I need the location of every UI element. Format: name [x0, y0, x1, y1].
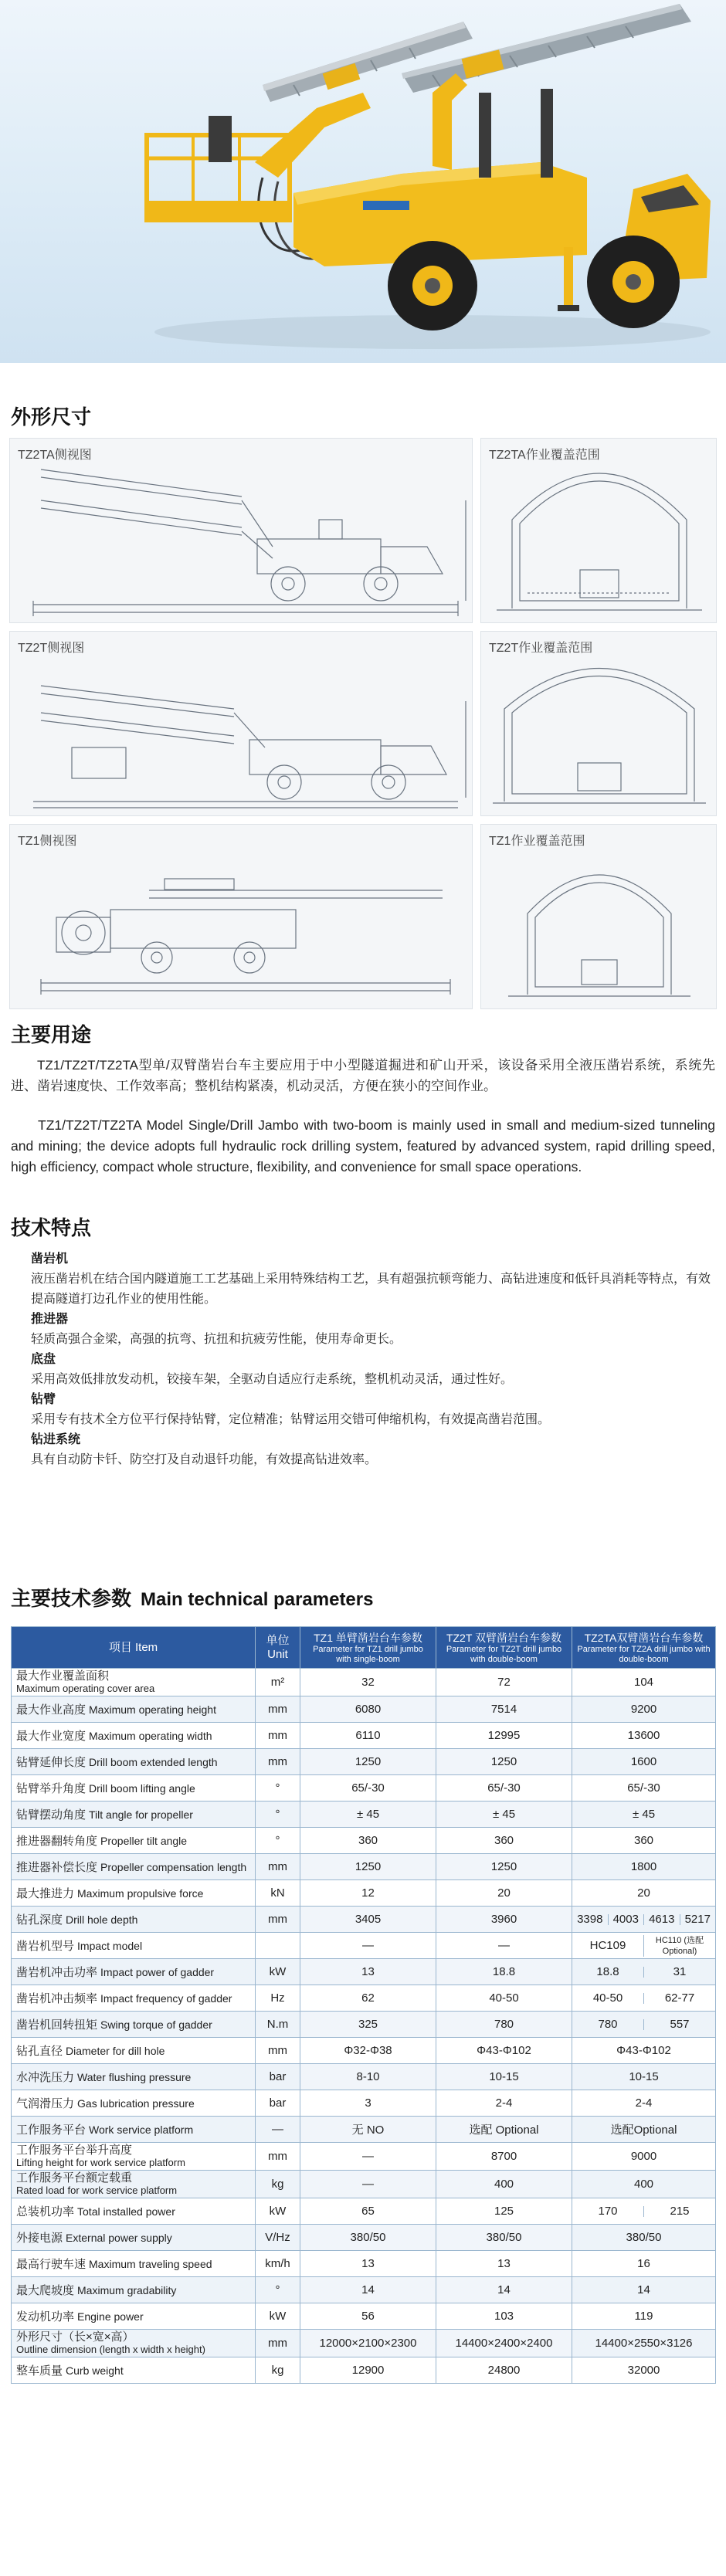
spec-item-en: Outline dimension (length x width x height) — [16, 2344, 205, 2355]
spec-item-cn: 推进器补偿长度 — [16, 1861, 98, 1874]
spec-item-name — [12, 2090, 256, 2117]
spec-row — [12, 1907, 716, 1933]
purpose-text-cn: TZ1/TZ2T/TZ2TA型单/双臂凿岩台车主要应用于中小型隧道掘进和矿山开采，该设备采用全液压凿岩系统，系统先进、凿岩速度快、工作效率高；整机结构紧凑，机动灵活，方便在狭小的空间作业。 — [11, 1058, 715, 1093]
spec-value-tz2t: 72 — [436, 1669, 572, 1696]
spec-item-name — [12, 2064, 256, 2090]
feature-text: 液压凿岩机在结合国内隧道施工工艺基础上采用特殊结构工艺，具有超强抗顿弯能力、高钻进速度和低钎具消耗等特点，有效提高隧道打边孔作业的使用性能。 — [31, 1273, 711, 1306]
feature-title: 推进器 — [31, 1313, 69, 1326]
spec-value-tz2ta: 1800 — [572, 1854, 716, 1880]
spec-row — [12, 1880, 716, 1907]
spec-item-en: Engine power — [77, 2310, 144, 2323]
spec-value-tz2ta — [572, 2012, 716, 2038]
drawing-tz2ta-cover — [480, 438, 717, 623]
spec-value-tz2t: 400 — [436, 2171, 572, 2198]
spec-value-tz2ta-part: HC109 — [589, 1938, 626, 1952]
drawing-tz2ta-side — [9, 438, 473, 623]
spec-value-tz2ta-part: 557 — [643, 2019, 715, 2030]
spec-value-tz1: 1250 — [300, 1854, 436, 1880]
spec-unit: mm — [256, 2330, 300, 2357]
spec-row — [12, 1775, 716, 1802]
spec-item-en: Swing torque of gadder — [100, 2018, 212, 2031]
spec-item-cn: 钻臂延伸长度 — [16, 1756, 87, 1769]
spec-item-cn: 水冲洗压力 — [16, 2071, 75, 2084]
spec-value-tz2t: 选配 Optional — [436, 2117, 572, 2143]
spec-item-name — [12, 1828, 256, 1854]
spec-item-en: Water flushing pressure — [77, 2071, 192, 2083]
spec-value-tz1: 6080 — [300, 1696, 436, 1723]
tz1-side-view-line-drawing — [10, 825, 473, 1010]
spec-table-header — [12, 1627, 716, 1669]
spec-item-en: Drill hole depth — [66, 1913, 138, 1926]
spec-value-tz2t: 103 — [436, 2303, 572, 2330]
spec-row — [12, 2143, 716, 2171]
features-section-title: 技术特点 — [11, 1216, 92, 1239]
spec-unit: bar — [256, 2064, 300, 2090]
tz2ta-coverage-arch-drawing — [481, 439, 718, 624]
outline-section-title: 外形尺寸 — [11, 405, 92, 429]
spec-item-cn: 整车质量 — [16, 2364, 63, 2378]
spec-unit — [256, 1933, 300, 1959]
feature-item — [31, 1430, 715, 1470]
spec-item-cn: 最大作业高度 — [16, 1703, 87, 1717]
spec-item-name — [12, 2038, 256, 2064]
spec-value-tz1: — — [300, 2143, 436, 2171]
spec-value-tz2ta: 20 — [572, 1880, 716, 1907]
spec-item-name — [12, 2303, 256, 2330]
spec-item-en: Maximum propulsive force — [77, 1887, 204, 1900]
spec-item-cn: 最大作业宽度 — [16, 1730, 87, 1743]
spec-unit: mm — [256, 1749, 300, 1775]
spec-row — [12, 2330, 716, 2357]
spec-item-en: Drill boom extended length — [89, 1756, 218, 1768]
spec-table-body — [12, 1669, 716, 2384]
spec-value-tz2t: 20 — [436, 1880, 572, 1907]
spec-value-tz2ta-part: 31 — [643, 1967, 715, 1978]
spec-row — [12, 1802, 716, 1828]
spec-item-name — [12, 1749, 256, 1775]
spec-unit: N.m — [256, 2012, 300, 2038]
spec-item-name — [12, 1696, 256, 1723]
spec-item-en: External power supply — [66, 2232, 172, 2244]
params-title-en: Main technical parameters — [141, 1589, 374, 1610]
spec-value-tz2t: 780 — [436, 2012, 572, 2038]
spec-value-tz2ta-part: 18.8 — [596, 1964, 619, 1978]
spec-item-cn: 凿岩机冲击频率 — [16, 1992, 98, 2005]
spec-unit: mm — [256, 1723, 300, 1749]
spec-value-tz1: Φ32-Φ38 — [300, 2038, 436, 2064]
spec-value-tz2t: 14400×2400×2400 — [436, 2330, 572, 2357]
header-item: 项目 Item — [12, 1627, 256, 1669]
spec-item-cn: 发动机功率 — [16, 2310, 75, 2323]
spec-unit: mm — [256, 2143, 300, 2171]
spec-value-tz1: 1250 — [300, 1749, 436, 1775]
spec-unit: mm — [256, 1696, 300, 1723]
spec-value-tz2t: 7514 — [436, 1696, 572, 1723]
spec-value-tz2ta — [572, 1907, 716, 1933]
spec-value-tz2ta-part: 780 — [598, 2017, 618, 2031]
spec-unit: Hz — [256, 1985, 300, 2012]
spec-row — [12, 2171, 716, 2198]
feature-item — [31, 1249, 715, 1310]
spec-value-tz1: 13 — [300, 1959, 436, 1985]
spec-item-en: Curb weight — [66, 2364, 124, 2377]
spec-item-en: Total installed power — [77, 2205, 175, 2218]
spec-value-tz2t: — — [436, 1933, 572, 1959]
spec-value-tz2t: 13 — [436, 2251, 572, 2277]
spec-value-tz2ta-part: HC110 (选配Optional) — [643, 1935, 715, 1957]
spec-item-cn: 气润滑压力 — [16, 2097, 75, 2110]
purpose-text-en: TZ1/TZ2T/TZ2TA Model Single/Drill Jambo with two-boom is mainly used in small and medium-sized tunneling and mining; the device adopts full hydraulic rock drilling system, featured by advanced system, rapid drilling speed, high efficiency, compact whole structure, flexibility, and convenience for small space operations. — [11, 1117, 715, 1174]
spec-item-en: Maximum traveling speed — [89, 2258, 212, 2270]
spec-item-en: Drill boom lifting angle — [89, 1782, 195, 1795]
spec-item-cn: 凿岩机回转扭矩 — [16, 2018, 98, 2032]
spec-value-tz1: 325 — [300, 2012, 436, 2038]
spec-unit: kg — [256, 2357, 300, 2384]
spec-value-tz1: 14 — [300, 2277, 436, 2303]
spec-value-tz1: 13 — [300, 2251, 436, 2277]
feature-item — [31, 1350, 715, 1390]
drawing-caption: TZ2T作业覆盖范围 — [489, 642, 593, 655]
header-tz2ta: TZ2TA双臂凿岩台车参数 Parameter for TZ2A drill jumbo with double-boom — [572, 1627, 716, 1669]
spec-unit: kg — [256, 2171, 300, 2198]
feature-text: 采用专有技术全方位平行保持钻臂，定位精准；钻臂运用交错可伸缩机构，有效提高凿岩范围。 — [31, 1413, 551, 1426]
spec-item-en: Impact power of gadder — [100, 1966, 215, 1978]
header-unit: 单位 Unit — [256, 1627, 300, 1669]
spec-row — [12, 2064, 716, 2090]
spec-value-tz2ta-part: 40-50 — [592, 1991, 623, 2005]
spec-value-tz1: 360 — [300, 1828, 436, 1854]
spec-item-name — [12, 1723, 256, 1749]
spec-value-tz2ta-part: 62-77 — [643, 1993, 715, 2004]
spec-value-tz2t: 14 — [436, 2277, 572, 2303]
spec-item-en: Maximum operating cover area — [16, 1683, 155, 1694]
spec-value-tz2ta — [572, 1959, 716, 1985]
spec-value-tz2ta: Φ43-Φ102 — [572, 2038, 716, 2064]
spec-unit: mm — [256, 1854, 300, 1880]
spec-unit: — — [256, 2117, 300, 2143]
drawing-caption: TZ2T侧视图 — [18, 642, 85, 655]
spec-value-tz1: 3 — [300, 2090, 436, 2117]
spec-value-tz1: ± 45 — [300, 1802, 436, 1828]
spec-unit: ° — [256, 1802, 300, 1828]
spec-unit: V/Hz — [256, 2225, 300, 2251]
spec-item-en: Propeller tilt angle — [100, 1835, 188, 1847]
spec-item-en: Maximum gradability — [77, 2284, 177, 2296]
spec-value-tz1: 56 — [300, 2303, 436, 2330]
spec-unit: kN — [256, 1880, 300, 1907]
spec-value-tz1: — — [300, 2171, 436, 2198]
spec-value-tz2ta: 16 — [572, 2251, 716, 2277]
spec-value-tz2t: 1250 — [436, 1854, 572, 1880]
spec-row — [12, 1933, 716, 1959]
spec-value-tz1: 380/50 — [300, 2225, 436, 2251]
spec-row — [12, 2225, 716, 2251]
spec-value-tz1: 12 — [300, 1880, 436, 1907]
spec-item-en: Work service platform — [89, 2124, 194, 2136]
outline-drawings — [9, 438, 717, 1009]
spec-value-tz2ta: 32000 — [572, 2357, 716, 2384]
spec-item-cn: 外接电源 — [16, 2232, 63, 2245]
spec-row — [12, 2090, 716, 2117]
spec-value-tz2ta: 2-4 — [572, 2090, 716, 2117]
spec-value-tz2ta-part: 4003 — [608, 1914, 644, 1925]
spec-item-name — [12, 2171, 256, 2198]
spec-item-name — [12, 2143, 256, 2171]
spec-item-cn: 钻孔直径 — [16, 2045, 63, 2058]
spec-item-name — [12, 2117, 256, 2143]
params-title-cn: 主要技术参数 — [11, 1587, 132, 1610]
params-section-title — [11, 1583, 373, 1612]
spec-row — [12, 1669, 716, 1696]
spec-unit: kW — [256, 2303, 300, 2330]
spec-unit: kW — [256, 2198, 300, 2225]
tz2t-coverage-arch-drawing — [481, 632, 718, 817]
drawing-tz2t-cover — [480, 631, 717, 816]
spec-row — [12, 1696, 716, 1723]
spec-value-tz2ta: 9000 — [572, 2143, 716, 2171]
features-list — [31, 1249, 715, 1470]
spec-value-tz1: 12900 — [300, 2357, 436, 2384]
spec-value-tz2t: 24800 — [436, 2357, 572, 2384]
spec-item-cn: 外形尺寸（长×宽×高） — [16, 2330, 134, 2344]
spec-value-tz1: 65/-30 — [300, 1775, 436, 1802]
feature-title: 钻进系统 — [31, 1433, 81, 1446]
spec-item-cn: 钻臂举升角度 — [16, 1782, 87, 1795]
drawing-caption: TZ2TA作业覆盖范围 — [489, 449, 600, 462]
spec-value-tz2ta: ± 45 — [572, 1802, 716, 1828]
spec-value-tz2t: 125 — [436, 2198, 572, 2225]
spec-unit: bar — [256, 2090, 300, 2117]
tz1-coverage-arch-drawing — [481, 825, 718, 1010]
spec-row — [12, 1749, 716, 1775]
spec-value-tz2ta: 380/50 — [572, 2225, 716, 2251]
spec-item-name — [12, 1802, 256, 1828]
spec-value-tz2ta — [572, 2198, 716, 2225]
spec-value-tz2t: Φ43-Φ102 — [436, 2038, 572, 2064]
tz2ta-side-view-line-drawing — [10, 439, 473, 624]
spec-item-en: Rated load for work service platform — [16, 2185, 178, 2196]
spec-value-tz2t: 360 — [436, 1828, 572, 1854]
spec-value-tz2ta: 14400×2550×3126 — [572, 2330, 716, 2357]
spec-item-cn: 最高行驶车速 — [16, 2258, 87, 2271]
spec-value-tz2ta: 选配Optional — [572, 2117, 716, 2143]
feature-title: 底盘 — [31, 1353, 56, 1366]
feature-item — [31, 1390, 715, 1430]
spec-value-tz2t: 3960 — [436, 1907, 572, 1933]
header-tz2t: TZ2T 双臂凿岩台车参数 Parameter for TZ2T drill jumbo with double-boom — [436, 1627, 572, 1669]
spec-item-name — [12, 1985, 256, 2012]
spec-item-en: Lifting height for work service platform — [16, 2157, 185, 2168]
spec-value-tz2ta: 14 — [572, 2277, 716, 2303]
spec-row — [12, 1723, 716, 1749]
spec-item-cn: 钻臂摆动角度 — [16, 1808, 87, 1822]
spec-value-tz1: — — [300, 1933, 436, 1959]
spec-value-tz1: 12000×2100×2300 — [300, 2330, 436, 2357]
spec-item-cn: 钻孔深度 — [16, 1913, 63, 1927]
spec-value-tz1: 65 — [300, 2198, 436, 2225]
spec-value-tz1: 6110 — [300, 1723, 436, 1749]
spec-value-tz2t: 40-50 — [436, 1985, 572, 2012]
spec-item-name — [12, 1854, 256, 1880]
spec-item-cn: 最大作业覆盖面积 — [16, 1669, 110, 1683]
spec-value-tz2ta: 400 — [572, 2171, 716, 2198]
spec-item-cn: 凿岩机冲击功率 — [16, 1966, 98, 1979]
spec-item-en: Tilt angle for propeller — [89, 1808, 193, 1821]
spec-row — [12, 1959, 716, 1985]
drawing-tz1-cover — [480, 824, 717, 1009]
spec-value-tz1: 无 NO — [300, 2117, 436, 2143]
drawing-tz1-side — [9, 824, 473, 1009]
drawing-caption: TZ1作业覆盖范围 — [489, 835, 585, 848]
header-tz1: TZ1 单臂凿岩台车参数 Parameter for TZ1 drill jumbo with single-boom — [300, 1627, 436, 1669]
spec-item-name — [12, 1933, 256, 1959]
spec-item-en: Maximum operating height — [89, 1703, 216, 1716]
spec-value-tz2ta-part: 4613 — [643, 1914, 680, 1925]
spec-item-name — [12, 2225, 256, 2251]
spec-row — [12, 1828, 716, 1854]
spec-value-tz2ta: 9200 — [572, 1696, 716, 1723]
purpose-section-title: 主要用途 — [11, 1023, 92, 1046]
spec-item-cn: 推进器翻转角度 — [16, 1835, 98, 1848]
spec-value-tz2t: 1250 — [436, 1749, 572, 1775]
spec-value-tz2ta — [572, 1985, 716, 2012]
spec-item-en: Maximum operating width — [89, 1730, 212, 1742]
spec-value-tz2t: 65/-30 — [436, 1775, 572, 1802]
spec-value-tz1: 32 — [300, 1669, 436, 1696]
spec-row — [12, 2012, 716, 2038]
spec-value-tz2ta: 13600 — [572, 1723, 716, 1749]
spec-unit: kW — [256, 1959, 300, 1985]
spec-value-tz1: 8-10 — [300, 2064, 436, 2090]
spec-item-en: Propeller compensation length — [100, 1861, 247, 1873]
spec-item-name — [12, 1880, 256, 1907]
spec-value-tz2ta: 65/-30 — [572, 1775, 716, 1802]
spec-value-tz2t: ± 45 — [436, 1802, 572, 1828]
spec-value-tz2ta: 104 — [572, 1669, 716, 1696]
spec-item-cn: 工作服务平台额定载重 — [16, 2171, 133, 2185]
spec-row — [12, 2303, 716, 2330]
spec-row — [12, 2117, 716, 2143]
spec-value-tz2ta: 360 — [572, 1828, 716, 1854]
spec-item-name — [12, 1775, 256, 1802]
spec-item-name — [12, 2277, 256, 2303]
feature-item — [31, 1310, 715, 1350]
spec-value-tz2ta-part: 3398 — [577, 1912, 603, 1926]
spec-item-cn: 凿岩机型号 — [16, 1940, 75, 1953]
spec-value-tz2ta-part: 5217 — [680, 1914, 716, 1925]
spec-unit: ° — [256, 1775, 300, 1802]
spec-row — [12, 2038, 716, 2064]
spec-unit: km/h — [256, 2251, 300, 2277]
spec-item-en: Impact model — [77, 1940, 143, 1952]
spec-row — [12, 1854, 716, 1880]
spec-value-tz2t: 8700 — [436, 2143, 572, 2171]
spec-value-tz2t: 2-4 — [436, 2090, 572, 2117]
spec-item-en: Gas lubrication pressure — [77, 2097, 195, 2110]
feature-text: 轻质高强合金梁，高强的抗弯、抗扭和抗疲劳性能，使用寿命更长。 — [31, 1333, 402, 1346]
feature-text: 具有自动防卡钎、防空打及自动退钎功能，有效提高钻进效率。 — [31, 1453, 378, 1466]
drawing-tz2t-side — [9, 631, 473, 816]
spec-item-name — [12, 1959, 256, 1985]
hero-photo — [0, 0, 726, 363]
drill-jumbo-illustration — [0, 0, 726, 363]
spec-item-cn: 工作服务平台举升高度 — [16, 2144, 133, 2157]
spec-table — [11, 1626, 716, 2384]
spec-value-tz2ta-part: 170 — [598, 2204, 618, 2218]
spec-item-en: Impact frequency of gadder — [100, 1992, 232, 2005]
spec-item-name — [12, 1907, 256, 1933]
spec-value-tz1: 3405 — [300, 1907, 436, 1933]
spec-item-name — [12, 1669, 256, 1696]
spec-item-name — [12, 2012, 256, 2038]
spec-item-cn: 工作服务平台 — [16, 2124, 87, 2137]
drawing-caption: TZ1侧视图 — [18, 835, 77, 848]
spec-value-tz2t: 12995 — [436, 1723, 572, 1749]
spec-item-cn: 总装机功率 — [16, 2205, 75, 2218]
spec-value-tz2ta: 119 — [572, 2303, 716, 2330]
spec-unit: ° — [256, 2277, 300, 2303]
spec-row — [12, 2357, 716, 2384]
feature-title: 钻臂 — [31, 1393, 56, 1406]
feature-title: 凿岩机 — [31, 1252, 69, 1266]
spec-value-tz2ta-part: 215 — [643, 2206, 715, 2217]
spec-row — [12, 2251, 716, 2277]
spec-item-cn: 最大推进力 — [16, 1887, 75, 1900]
spec-row — [12, 1985, 716, 2012]
spec-value-tz2t: 380/50 — [436, 2225, 572, 2251]
spec-value-tz2ta — [572, 1933, 716, 1959]
spec-unit: mm — [256, 2038, 300, 2064]
tz2t-side-view-line-drawing — [10, 632, 473, 817]
spec-value-tz2ta: 10-15 — [572, 2064, 716, 2090]
spec-item-name — [12, 2251, 256, 2277]
spec-item-name — [12, 2330, 256, 2357]
spec-value-tz2t: 18.8 — [436, 1959, 572, 1985]
spec-row — [12, 2198, 716, 2225]
spec-item-cn: 最大爬坡度 — [16, 2284, 75, 2297]
spec-value-tz2t: 10-15 — [436, 2064, 572, 2090]
spec-item-en: Diameter for dill hole — [66, 2045, 165, 2057]
spec-value-tz1: 62 — [300, 1985, 436, 2012]
spec-unit: ° — [256, 1828, 300, 1854]
spec-item-name — [12, 2357, 256, 2384]
spec-value-tz2ta: 1600 — [572, 1749, 716, 1775]
spec-item-name — [12, 2198, 256, 2225]
spec-unit: mm — [256, 1907, 300, 1933]
drawing-caption: TZ2TA侧视图 — [18, 449, 92, 462]
spec-row — [12, 2277, 716, 2303]
feature-text: 采用高效低排放发动机，铰接车架，全驱动自适应行走系统，整机机动灵活，通过性好。 — [31, 1373, 514, 1386]
spec-unit: m² — [256, 1669, 300, 1696]
